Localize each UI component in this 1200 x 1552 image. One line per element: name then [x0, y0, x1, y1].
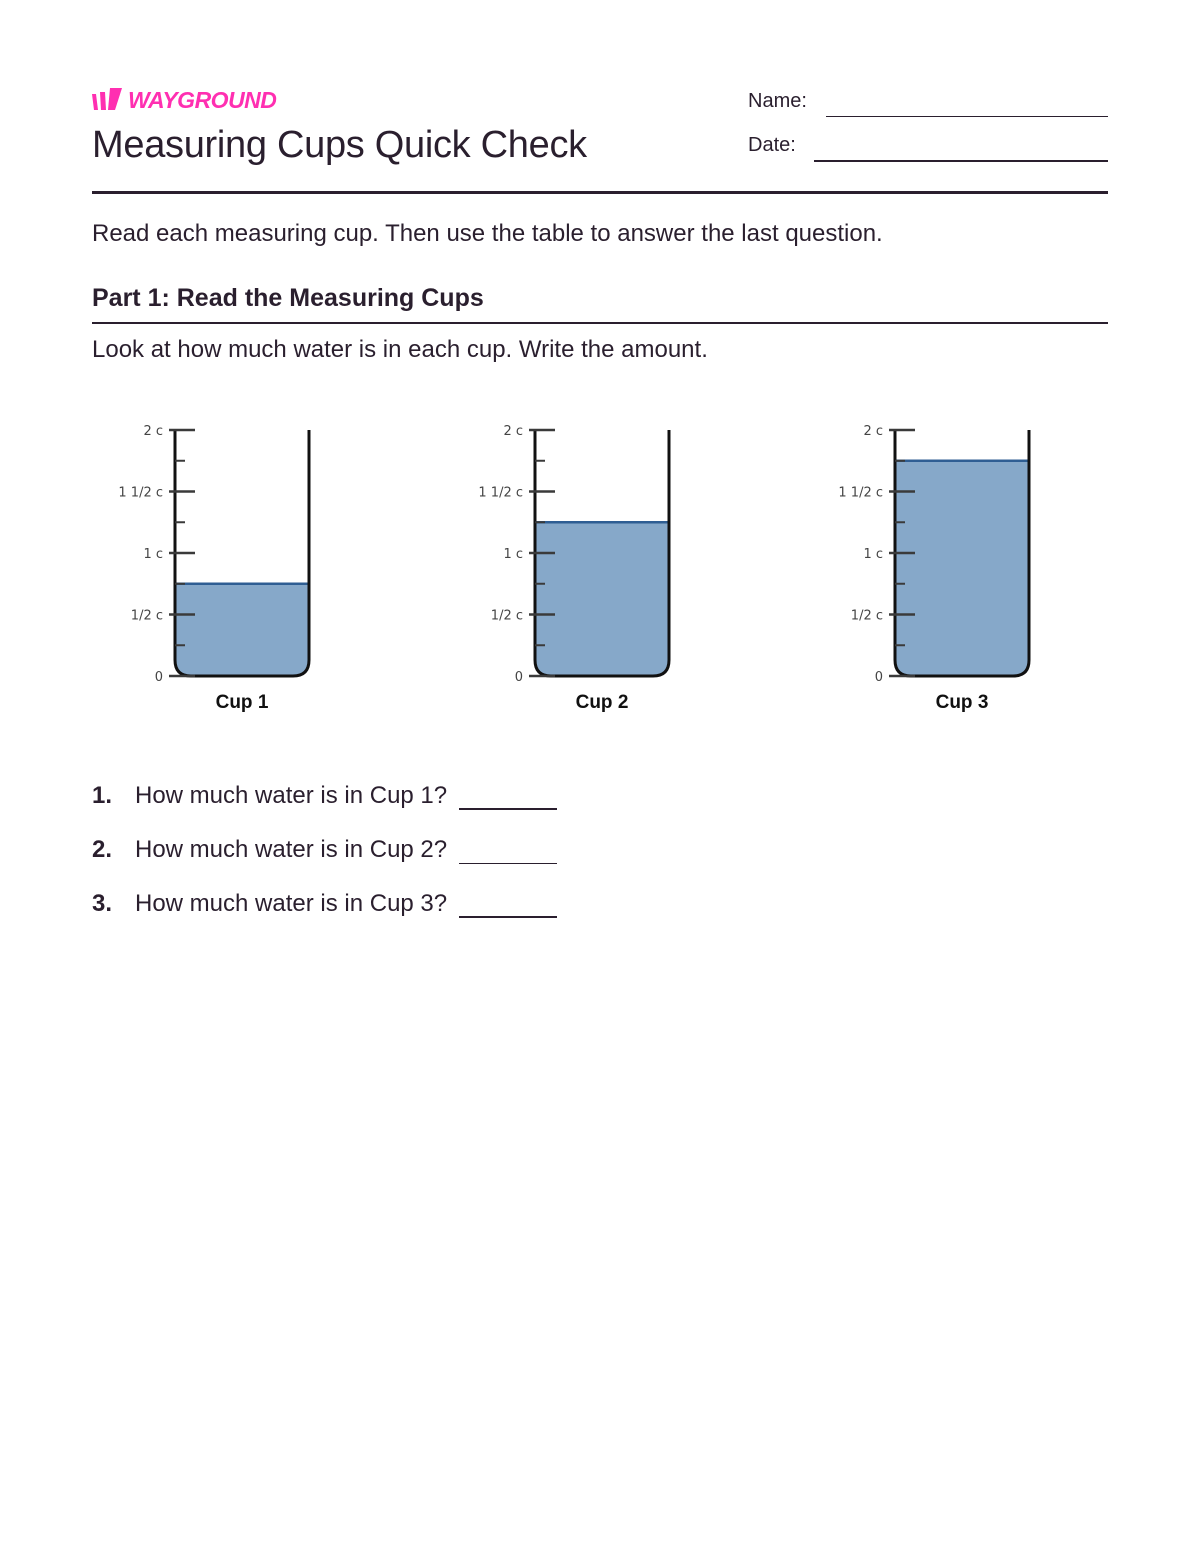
- scale-label: 2 c: [143, 424, 163, 439]
- scale-label: 1 c: [863, 547, 883, 562]
- part1-instruction: Look at how much water is in each cup. Write the amount.: [92, 336, 708, 363]
- water-fill: [175, 584, 309, 676]
- question-3: [92, 884, 557, 918]
- scale-label: 2 c: [863, 424, 883, 439]
- scale-label: 1 1/2 c: [838, 485, 883, 501]
- cup-label: Cup 3: [935, 692, 989, 713]
- section-divider: [92, 322, 1108, 324]
- scale-label: 1 1/2 c: [118, 485, 163, 501]
- scale-label: 2 c: [503, 424, 523, 439]
- cup-label: Cup 1: [215, 692, 269, 713]
- intro-text: Read each measuring cup. Then use the table to answer the last question.: [92, 220, 883, 247]
- answer-blank-1[interactable]: [459, 782, 557, 810]
- answer-blank-2[interactable]: [459, 837, 557, 864]
- brand-logo: [92, 86, 276, 114]
- wayground-logo-icon: [92, 88, 124, 112]
- scale-label: 0: [514, 670, 523, 685]
- question-text: How much water is in Cup 3?: [135, 890, 448, 917]
- scale-label: 1 c: [503, 547, 523, 562]
- header-divider: [92, 191, 1108, 194]
- question-2: [92, 830, 557, 864]
- scale-label: 1/2 c: [850, 608, 883, 624]
- question-1: [92, 776, 557, 810]
- question-text: How much water is in Cup 2?: [135, 836, 448, 863]
- name-label: Name:: [748, 90, 807, 112]
- measuring-cups-figure: [0, 400, 1200, 730]
- scale-label: 1/2 c: [130, 608, 163, 624]
- measuring-cup-3: [838, 424, 1029, 713]
- scale-label: 1 1/2 c: [478, 485, 523, 501]
- date-field[interactable]: [814, 160, 1108, 162]
- brand-name: WAYGROUND: [128, 87, 277, 113]
- scale-label: 0: [874, 670, 883, 685]
- cup-label: Cup 2: [575, 692, 629, 713]
- part1-heading: Part 1: Read the Measuring Cups: [92, 284, 484, 312]
- water-fill: [535, 522, 669, 676]
- scale-label: 0: [154, 670, 163, 685]
- question-text: How much water is in Cup 1?: [135, 782, 448, 809]
- answer-blank-3[interactable]: [459, 890, 557, 918]
- question-number: 2.: [92, 836, 113, 863]
- scale-label: 1/2 c: [490, 608, 523, 624]
- question-number: 3.: [92, 890, 113, 917]
- measuring-cup-2: [478, 424, 669, 713]
- measuring-cup-1: [118, 424, 309, 713]
- name-field[interactable]: [826, 116, 1108, 117]
- date-label: Date:: [748, 134, 796, 156]
- scale-label: 1 c: [143, 547, 163, 562]
- water-fill: [895, 461, 1029, 676]
- page-title: Measuring Cups Quick Check: [92, 124, 587, 166]
- question-number: 1.: [92, 782, 113, 809]
